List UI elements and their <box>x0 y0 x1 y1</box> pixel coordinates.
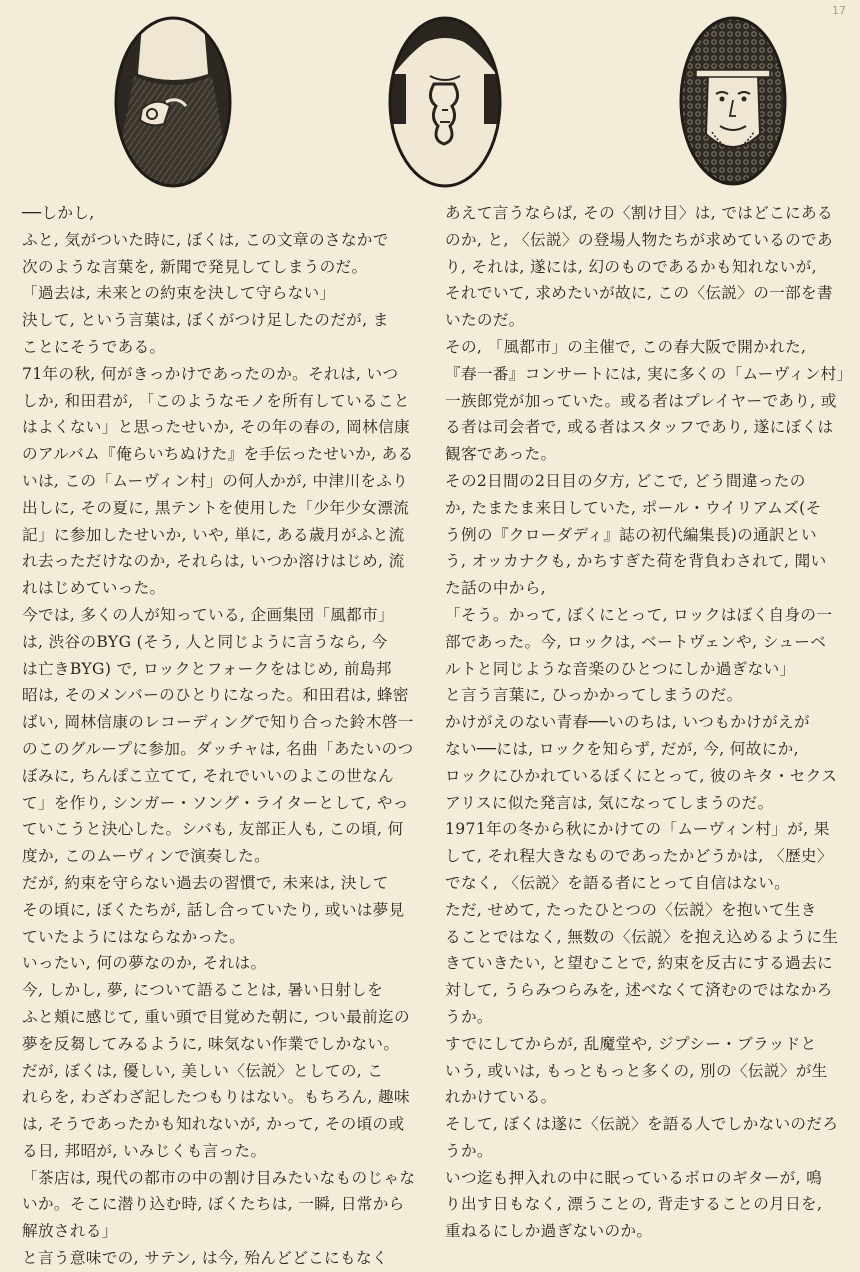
text-line: て」を作り, シンガー・ソング・ライターとして, やっ <box>22 793 409 812</box>
text-line: と言う言葉に, ひっかかってしまうのだ。 <box>445 686 743 705</box>
text-line: 『春一番』コンサートには, 実に多くの「ムーヴィン村」 <box>445 364 853 383</box>
text-line: は, そうであったかも知れないが, かって, その頃の或 <box>22 1115 405 1134</box>
text-line: のか, と, 〈伝説〉の登場人物たちが求めているのであ <box>445 230 833 249</box>
text-line: うか。 <box>445 1141 493 1160</box>
text-line: うか。 <box>445 1007 493 1026</box>
text-line: その, 「風都市」の主催で, この春大阪で開かれた, <box>445 337 807 356</box>
text-line: ことにそうである。 <box>22 337 166 356</box>
text-line: だが, ぼくは, 優しい, 美しい〈伝説〉としての, こ <box>22 1061 384 1080</box>
text-line: その2日間の2日目の夕方, どこで, どう間違ったの <box>445 471 806 490</box>
text-line: 出しに, その夏に, 黒テントを使用した「少年少女漂流 <box>22 498 410 517</box>
text-line: り出す日もなく, 漂うことの, 背走することの月日を, <box>445 1195 823 1214</box>
text-line: アリスに似た発言は, 気になってしまうのだ。 <box>445 793 774 812</box>
text-line: ふと, 気がついた時に, ぼくは, この文章のさなかで <box>22 230 389 249</box>
text-line: して, それ程大きなものであったかどうかは, 〈歴史〉 <box>445 847 833 866</box>
text-line: でなく, 〈伝説〉を語る者にとって自信はない。 <box>445 873 791 892</box>
text-line: れ去っただけなのか, それらは, いつか溶けはじめ, 流 <box>22 552 405 571</box>
text-line: いたのだ。 <box>445 311 525 330</box>
text-line: か, たまたま来日していた, ポール・ウイリアムズ(そ <box>445 498 822 517</box>
text-line: 部であった。今, ロックは, ベートヴェンや, シューベ <box>445 632 827 651</box>
text-line: 1971年の冬から秋にかけての「ムーヴィン村」が, 果 <box>445 820 830 839</box>
text-line: だが, 約束を守らない過去の習慣で, 未来は, 決して <box>22 873 389 892</box>
text-line: そして, ぼくは遂に〈伝説〉を語る人でしかないのだろ <box>445 1115 839 1134</box>
text-line: た話の中から, <box>445 579 546 598</box>
text-line: 決して, という言葉は, ぼくがつけ足したのだが, ま <box>22 311 389 330</box>
page-number: 17 <box>832 4 846 17</box>
text-line: 71年の秋, 何がきっかけであったのか。それは, いつ <box>22 364 399 383</box>
text-line: いか。そこに潜り込む時, ぼくたちは, 一瞬, 日常から <box>22 1195 405 1214</box>
text-line: いつ迄も押入れの中に眠っているボロのギターが, 鳴 <box>445 1168 823 1187</box>
long-haired-face-icon <box>386 14 504 190</box>
text-line: 記」に参加したせいか, いや, 単に, ある歳月がふと流 <box>22 525 405 544</box>
text-line: う, オッカナクも, かちすぎた荷を背負わされて, 聞い <box>445 552 827 571</box>
text-line: 今, しかし, 夢, について語ることは, 暑い日射しを <box>22 981 384 1000</box>
text-line: かけがえのない青春──いのちは, いつもかけがえが <box>445 713 810 732</box>
right-text-column <box>445 200 853 1245</box>
text-line: と言う意味での, サテン, は今, 殆んどどこにもなく <box>22 1249 388 1268</box>
text-line: る日, 邦昭が, いみじくも言った。 <box>22 1141 267 1160</box>
text-line: 一族郎党が加っていた。或る者はプレイヤーであり, 或 <box>445 391 837 410</box>
text-line: は, 渋谷のBYG (そう, 人と同じように言うなら, 今 <box>22 632 388 651</box>
text-line: ──しかし, <box>22 204 95 222</box>
text-line: れらを, わざわざ記したつもりはない。もちろん, 趣味 <box>22 1088 410 1107</box>
text-line: れはじめていった。 <box>22 579 166 598</box>
text-line: 観客であった。 <box>445 445 557 464</box>
text-line: る者は司会者で, 或る者はスタッフであり, 遂にぼくは <box>445 418 834 437</box>
text-line: は亡きBYG) で, ロックとフォークをはじめ, 前島邦 <box>22 659 392 678</box>
text-line: う例の『クローダディ』誌の初代編集長)の通訳とい <box>445 525 817 544</box>
text-line: すでにしてからが, 乱魔堂や, ジプシー・ブラッドと <box>445 1034 817 1053</box>
text-line: ることではなく, 無数の〈伝説〉を抱え込めるように生 <box>445 927 839 946</box>
text-line: その頃に, ぼくたちが, 話し合っていたり, 或いは夢見 <box>22 900 405 919</box>
text-line: れかけている。 <box>445 1088 557 1107</box>
text-line: ぼみに, ちんぽこ立てて, それでいいのよこの世なん <box>22 766 394 785</box>
text-line: 重ねるにしか過ぎないのか。 <box>445 1222 653 1241</box>
text-line: ない──には, ロックを知らず, だが, 今, 何故にか, <box>445 739 799 758</box>
text-line: 対して, うらみつらみを, 述べなくて済むのではなかろ <box>445 981 833 1000</box>
text-line: のアルバム『俺らいちぬけた』を手伝ったせいか, ある <box>22 445 414 464</box>
text-line: 「過去は, 未来との約束を決して守らない」 <box>22 284 336 303</box>
text-line: いう, 或いは, もっともっと多くの, 別の〈伝説〉が生 <box>445 1061 828 1080</box>
text-line: いったい, 何の夢なのか, それは。 <box>22 954 267 973</box>
text-line: ロックにひかれているぼくにとって, 彼のキタ・セクス <box>445 766 838 785</box>
text-line: しか, 和田君が, 「このようなモノを所有していること <box>22 391 410 410</box>
text-line: 夢を反芻してみるように, 味気ない作業でしかない。 <box>22 1034 400 1053</box>
text-line: 「茶店は, 現代の都市の中の割け目みたいなものじゃな <box>22 1168 416 1187</box>
text-line: あえて言うならば, その〈割け目〉は, ではどこにある <box>445 204 833 222</box>
headband-bearded-face-icon <box>678 14 788 188</box>
bald-bearded-face-icon <box>112 14 234 190</box>
text-line: ていこうと決心した。シバも, 友部正人も, この頃, 何 <box>22 820 404 839</box>
text-line: ルトと同じような音楽のひとつにしか過ぎない」 <box>445 659 796 678</box>
text-line: ただ, せめて, たったひとつの〈伝説〉を抱いて生き <box>445 900 817 919</box>
left-text-column <box>22 200 422 1272</box>
text-line: のこのグループに参加。ダッチャは, 名曲「あたいのつ <box>22 739 414 758</box>
text-line: 次のような言葉を, 新聞で発見してしまうのだ。 <box>22 257 368 276</box>
text-line: 度か, このムーヴィンで演奏した。 <box>22 847 271 866</box>
text-line: 「そう。かって, ぼくにとって, ロックはぼく自身の一 <box>445 605 833 624</box>
text-line: ふと頬に感じて, 重い頭で目覚めた朝に, つい最前迄の <box>22 1007 410 1026</box>
text-line: 昭は, そのメンバーのひとりになった。和田君は, 蜂密 <box>22 686 409 705</box>
text-line: きていきたい, と望むことで, 約束を反古にする過去に <box>445 954 833 973</box>
text-line: はよくない」と思ったせいか, その年の春の, 岡林信康 <box>22 418 410 437</box>
text-line: ばい, 岡林信康のレコーディングで知り合った鈴木啓一 <box>22 713 414 732</box>
text-line: 今では, 多くの人が知っている, 企画集団「風都市」 <box>22 605 394 624</box>
text-line: 解放される」 <box>22 1222 118 1241</box>
text-line: ていたようにはならなかった。 <box>22 927 246 946</box>
text-line: り, それは, 遂には, 幻のものであるかも知れないが, <box>445 257 817 276</box>
text-line: いは, この「ムーヴィン村」の何人かが, 中津川をふり <box>22 471 409 490</box>
text-line: それでいて, 求めたいが故に, この〈伝説〉の一部を書 <box>445 284 833 303</box>
